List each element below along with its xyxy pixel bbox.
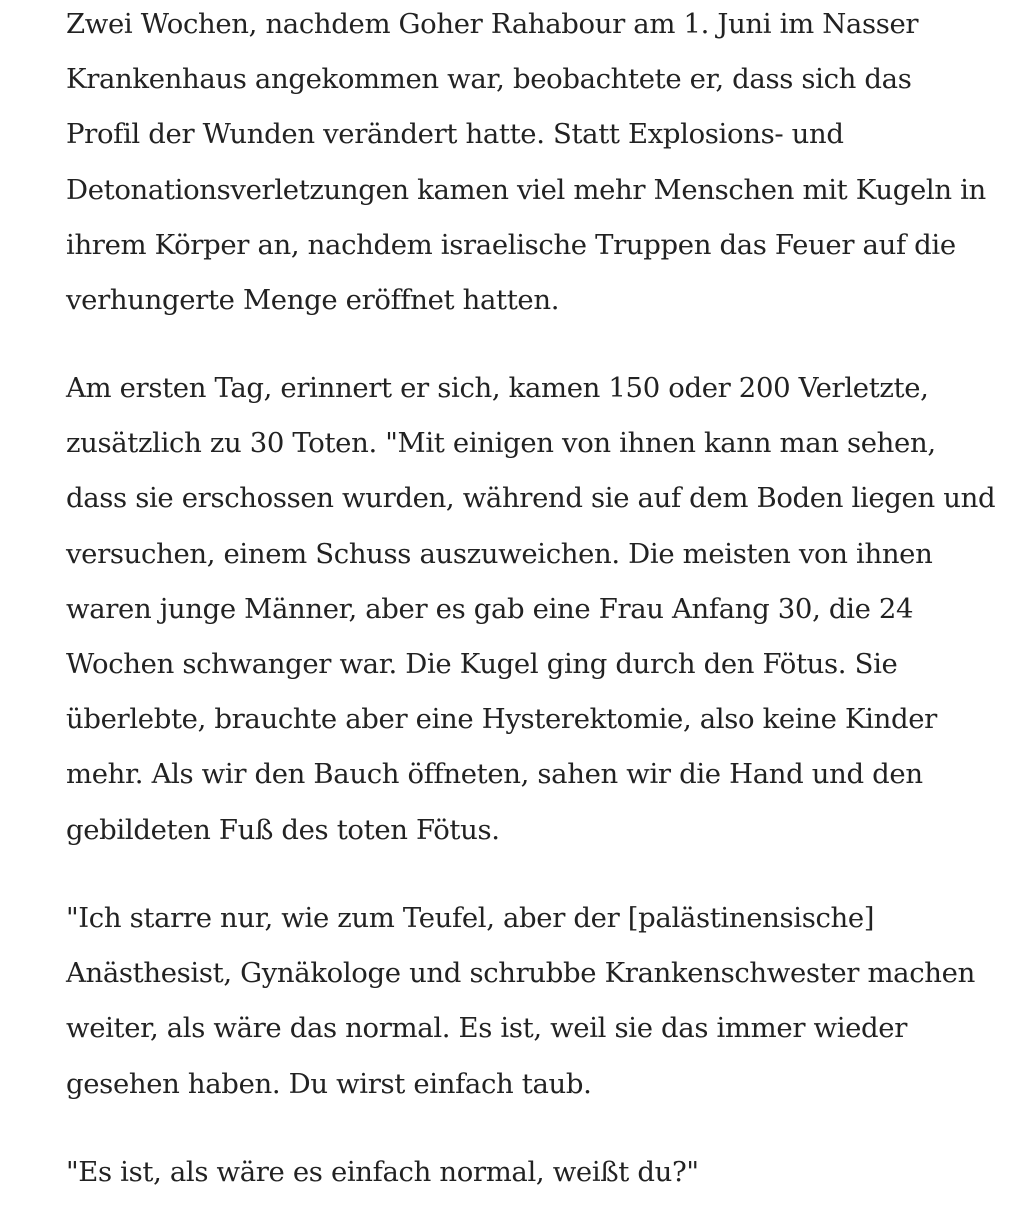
text-line: überlebte, brauchte aber eine Hysterektomie, also keine Kinder — [66, 703, 937, 736]
text-line: gebildeten Fuß des toten Fötus. — [66, 813, 500, 846]
paragraph-2 — [66, 361, 995, 858]
text-line: Anästhesist, Gynäkologe und schrubbe Krankenschwester machen — [66, 957, 975, 990]
text-line: dass sie erschossen wurden, während sie auf dem Boden liegen und — [66, 482, 996, 515]
text-line: waren junge Männer, aber es gab eine Frau Anfang 30, die 24 — [66, 592, 914, 625]
text-line: weiter, als wäre das normal. Es ist, weil sie das immer wieder — [66, 1012, 908, 1045]
text-line: verhungerte Menge eröffnet hatten. — [66, 283, 560, 316]
text-line: Wochen schwanger war. Die Kugel ging durch den Fötus. Sie — [66, 647, 898, 680]
text-line: "Ich starre nur, wie zum Teufel, aber der [palästinensische] — [66, 902, 875, 934]
text-line: Detonationsverletzungen kamen viel mehr Menschen mit Kugeln in — [66, 173, 986, 206]
text-line: ihrem Körper an, nachdem israelische Truppen das Feuer auf die — [66, 228, 956, 261]
paragraph-3 — [66, 891, 975, 1112]
text-line: Zwei Wochen, nachdem Goher Rahabour am 1. Juni im Nasser — [66, 8, 919, 40]
text-line: Profil der Wunden verändert hatte. Statt Explosions- und — [66, 118, 844, 151]
text-line: mehr. Als wir den Bauch öffneten, sahen wir die Hand und den — [66, 758, 923, 791]
text-line: gesehen haben. Du wirst einfach taub. — [66, 1067, 592, 1100]
text-line: Krankenhaus angekommen war, beobachtete er, dass sich das — [66, 63, 912, 96]
text-line: "Es ist, als wäre es einfach normal, weißt du?" — [66, 1156, 699, 1188]
paragraph-4 — [66, 1145, 699, 1200]
text-line: zusätzlich zu 30 Toten. "Mit einigen von ihnen kann man sehen, — [66, 427, 936, 460]
text-line: versuchen, einem Schuss auszuweichen. Die meisten von ihnen — [66, 537, 933, 570]
paragraph-1 — [66, 0, 986, 328]
text-line: Am ersten Tag, erinnert er sich, kamen 150 oder 200 Verletzte, — [66, 372, 929, 404]
